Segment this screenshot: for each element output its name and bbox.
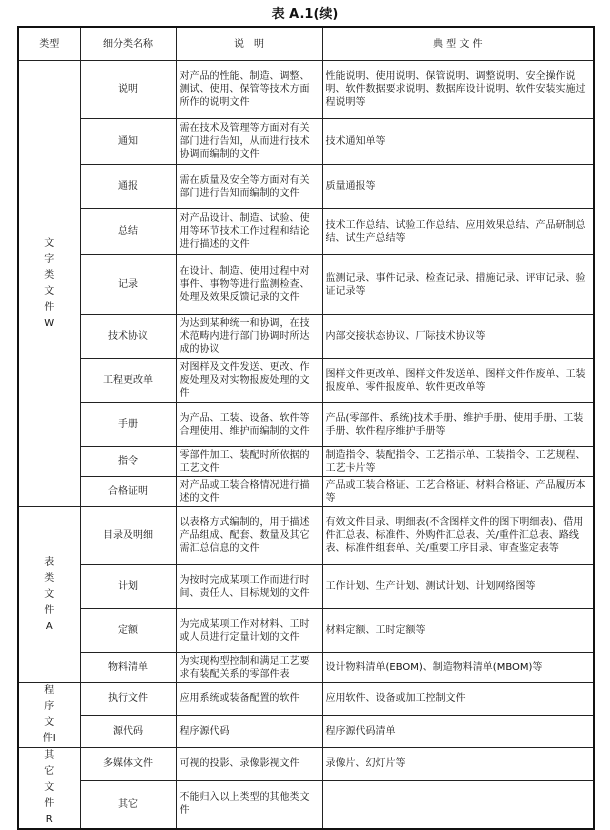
desc-cell: 不能归入以上类型的其他类文件 [176,780,322,829]
desc-cell: 为实现构型控制和满足工艺要求有装配关系的零部件表 [176,653,322,683]
subname-cell: 手册 [80,403,176,447]
files-cell: 制造指令、装配指令、工艺指示单、工装指令、工艺规程、工艺卡片等 [322,447,594,477]
desc-cell: 应用系统或装备配置的软件 [176,683,322,716]
table-row [18,119,594,165]
table-row [18,165,594,209]
table-row [18,477,594,507]
subname-cell: 多媒体文件 [80,748,176,781]
subname-cell: 执行文件 [80,683,176,716]
subname-cell: 源代码 [80,715,176,748]
table-row [18,403,594,447]
header-row [18,27,594,61]
files-cell: 程序源代码清单 [322,715,594,748]
header-subname: 细分类名称 [80,27,176,61]
files-cell: 性能说明、使用说明、保管说明、调整说明、安全操作说明、软件数据要求说明、数据库设计说明、软件安装实施过程说明等 [322,61,594,119]
files-cell [322,780,594,829]
files-cell: 材料定额、工时定额等 [322,609,594,653]
type-cell: 文字类文件W [18,61,80,507]
subname-cell: 其它 [80,780,176,829]
files-cell: 产品(零部件、系统)技术手册、维护手册、使用手册、工装手册、软件程序维护手册等 [322,403,594,447]
subname-cell: 技术协议 [80,315,176,359]
subname-cell: 物料清单 [80,653,176,683]
subname-cell: 定额 [80,609,176,653]
type-cell: 程序文件I [18,683,80,748]
desc-cell: 为达到某种统一和协调，在技术范畴内进行部门协调时所达成的协议 [176,315,322,359]
type-cell: 表类文件A [18,507,80,683]
files-cell: 技术工作总结、试验工作总结、应用效果总结、产品研制总结、试生产总结等 [322,209,594,255]
desc-cell: 为产品、工装、设备、软件等合理使用、维护而编制的文件 [176,403,322,447]
table-row [18,447,594,477]
files-cell: 内部交接状态协议、厂际技术协议等 [322,315,594,359]
files-cell: 产品或工装合格证、工艺合格证、材料合格证、产品履历本等 [322,477,594,507]
files-cell: 监测记录、事件记录、检查记录、措施记录、评审记录、验证记录等 [322,255,594,315]
table-row [18,780,594,829]
desc-cell: 为按时完成某项工作而进行时间、责任人、目标规划的文件 [176,565,322,609]
table-row [18,61,594,119]
desc-cell: 对产品的性能、制造、调整、测试、使用、保管等技术方面所作的说明文件 [176,61,322,119]
files-cell: 录像片、幻灯片等 [322,748,594,781]
header-desc: 说 明 [176,27,322,61]
subname-cell: 通知 [80,119,176,165]
desc-cell: 对产品或工装合格情况进行描述的文件 [176,477,322,507]
desc-cell: 以表格方式编制的，用于描述产品组成、配套、数量及其它需汇总信息的文件 [176,507,322,565]
desc-cell: 为完成某项工作对材料、工时或人员进行定量计划的文件 [176,609,322,653]
files-cell: 设计物料清单(EBOM)、制造物料清单(MBOM)等 [322,653,594,683]
table-row [18,609,594,653]
files-cell: 质量通报等 [322,165,594,209]
desc-cell: 对图样及文件发送、更改、作废处理及对实物报废处理的文件 [176,359,322,403]
files-cell: 技术通知单等 [322,119,594,165]
table-row [18,359,594,403]
table-title: 表 A.1(续) [271,7,339,22]
subname-cell: 计划 [80,565,176,609]
subname-cell: 说明 [80,61,176,119]
table-row [18,715,594,748]
table-row [18,748,594,781]
header-files: 典 型 文 件 [322,27,594,61]
desc-cell: 程序源代码 [176,715,322,748]
desc-cell: 对产品设计、制造、试验、使用等环节技术工作过程和结论进行描述的文件 [176,209,322,255]
files-cell: 工作计划、生产计划、测试计划、计划网络图等 [322,565,594,609]
subname-cell: 工程更改单 [80,359,176,403]
header-type: 类型 [18,27,80,61]
table-row [18,507,594,565]
subname-cell: 总结 [80,209,176,255]
files-cell: 应用软件、设备或加工控制文件 [322,683,594,716]
files-cell: 有效文件目录、明细表(不含图样文件的图下明细表)、借用件汇总表、标准件、外购件汇总表、关/重件汇总表、路线表、标准件组套单、关/重要工序目录、审查鉴定表等 [322,507,594,565]
table-row [18,653,594,683]
subname-cell: 指令 [80,447,176,477]
desc-cell: 零部件加工、装配时所依据的工艺文件 [176,447,322,477]
subname-cell: 目录及明细 [80,507,176,565]
classification-table [17,26,595,830]
table-row [18,209,594,255]
type-cell: 其它文件R [18,748,80,830]
desc-cell: 需在技术及管理等方面对有关部门进行告知，从而进行技术协调而编制的文件 [176,119,322,165]
desc-cell: 在设计、制造、使用过程中对事件、事物等进行监测检查、处理及效果反馈记录的文件 [176,255,322,315]
subname-cell: 合格证明 [80,477,176,507]
table-row [18,255,594,315]
subname-cell: 记录 [80,255,176,315]
table-row [18,315,594,359]
desc-cell: 可视的投影、录像影视文件 [176,748,322,781]
desc-cell: 需在质量及安全等方面对有关部门进行告知而编制的文件 [176,165,322,209]
files-cell: 图样文件更改单、图样文件发送单、图样文件作废单、工装报废单、零件报废单、软件更改单等 [322,359,594,403]
table-row [18,565,594,609]
table-row [18,683,594,716]
subname-cell: 通报 [80,165,176,209]
